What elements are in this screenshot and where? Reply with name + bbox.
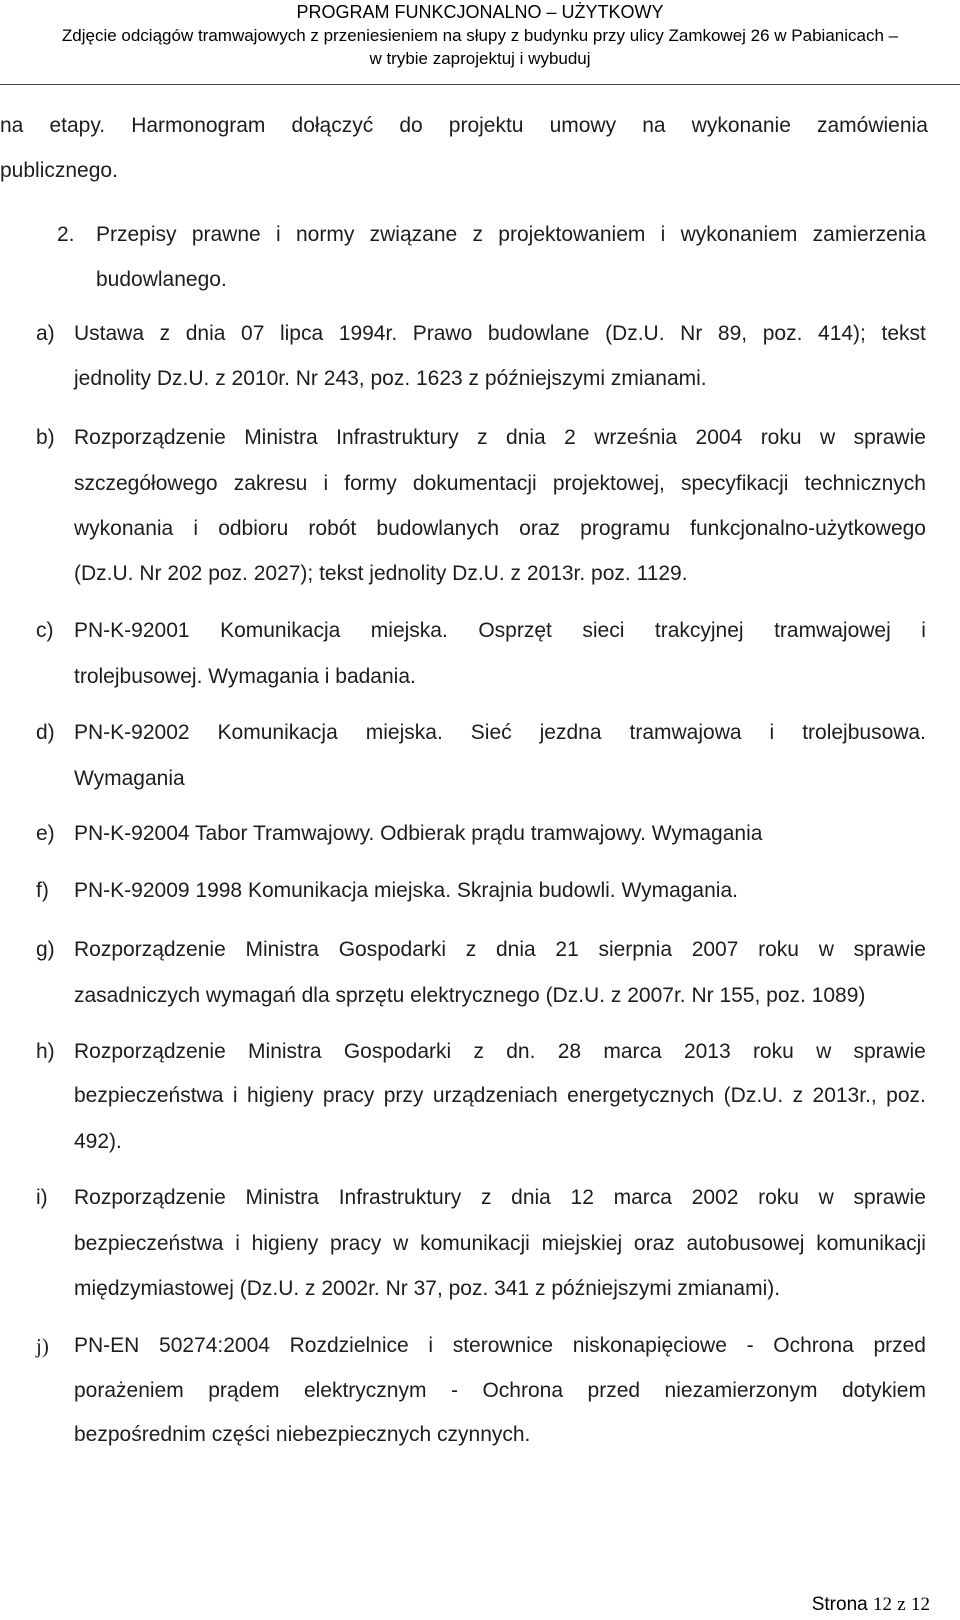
- word: trakcyjnej: [654, 619, 744, 642]
- list-item-j-line-1: [74, 1333, 926, 1359]
- list-item-f-line-1: PN-K-92009 1998 Komunikacja miejska. Skrajnia budowli. Wymagania.: [74, 879, 738, 902]
- word: Rozporządzenie: [74, 1186, 226, 1209]
- word: Komunikacja: [220, 619, 341, 642]
- word: 50274:2004: [159, 1334, 270, 1357]
- list-item-h-line-1: [74, 1039, 926, 1065]
- word: prawne: [191, 223, 261, 246]
- word: normy: [295, 223, 355, 246]
- page-of-separator: z: [897, 1594, 906, 1615]
- word: umowy: [549, 114, 617, 137]
- word: lipca: [279, 322, 324, 345]
- word: zamówienia: [816, 114, 928, 137]
- word: Ochrona: [482, 1379, 564, 1402]
- current-page: 12: [873, 1594, 892, 1615]
- list-item-c-line-1: [74, 618, 926, 644]
- list-item-a-line-1: [74, 321, 926, 347]
- word: Ministra: [245, 938, 319, 961]
- word: roku: [758, 1186, 799, 1209]
- word: -: [746, 1334, 754, 1357]
- word: Ochrona: [773, 1334, 854, 1357]
- word: pracy: [322, 1084, 375, 1107]
- list-item-b-line-4: (Dz.U. Nr 202 poz. 2027); tekst jednolity Dz.U. z 2013r. poz. 1129.: [74, 562, 688, 585]
- word: 07: [241, 322, 265, 345]
- word: Ministra: [245, 1186, 319, 1209]
- list-item-b-line-3: [74, 516, 926, 542]
- section-number: 2.: [57, 223, 75, 246]
- word: roku: [760, 426, 802, 449]
- word: i: [660, 223, 666, 246]
- word: sierpnia: [598, 938, 672, 961]
- list-item-b-line-1: [74, 425, 926, 451]
- list-label-a: a): [36, 322, 55, 345]
- word: porażeniem: [74, 1379, 184, 1402]
- list-item-h-line-3: 492).: [74, 1130, 122, 1153]
- word: elektrycznym: [303, 1379, 427, 1402]
- word: tekst: [881, 322, 926, 345]
- word: Harmonogram: [131, 114, 266, 137]
- word: Sieć: [470, 721, 512, 744]
- list-item-b-line-2: [74, 471, 926, 497]
- word: i: [193, 517, 199, 540]
- list-label-f: f): [36, 879, 49, 902]
- list-label-i: i): [36, 1186, 48, 1209]
- word: Ustawa: [74, 322, 145, 345]
- word: sprawie: [853, 1186, 926, 1209]
- word: szczegółowego: [74, 472, 218, 495]
- word: Przepisy: [96, 223, 177, 246]
- word: Prawo: [412, 322, 473, 345]
- word: dn.: [506, 1040, 536, 1063]
- word: niskonapięciowe: [572, 1334, 727, 1357]
- list-item-g-line-2: zasadniczych wymagań dla sprzętu elektrycznego (Dz.U. z 2007r. Nr 155, poz. 1089): [74, 984, 866, 1007]
- list-label-c: c): [36, 619, 54, 642]
- word: Nr: [680, 322, 703, 345]
- page-label: Strona: [811, 1594, 868, 1615]
- section-title-line-1: [96, 222, 926, 248]
- word: miejska.: [370, 619, 448, 642]
- word: Gospodarki: [338, 938, 447, 961]
- word: poz.: [762, 322, 803, 345]
- list-item-i-line-2: [74, 1231, 926, 1257]
- word: sieci: [582, 619, 625, 642]
- word: w: [818, 938, 834, 961]
- word: wykonania: [74, 517, 174, 540]
- page-header: [0, 0, 960, 70]
- word: Rozporządzenie: [74, 1040, 226, 1063]
- word: i: [276, 223, 281, 246]
- word: dołączyć: [291, 114, 374, 137]
- word: Osprzęt: [478, 619, 552, 642]
- word: z: [792, 1084, 804, 1107]
- list-item-e-line-1: PN-K-92004 Tabor Tramwajowy. Odbierak prądu tramwajowy. Wymagania: [74, 822, 763, 845]
- word: 2013r.,: [812, 1084, 877, 1107]
- word: etapy.: [49, 114, 106, 137]
- word: w: [819, 426, 836, 449]
- total-pages: 12: [911, 1594, 930, 1615]
- word: higieny: [246, 1084, 314, 1107]
- word: i: [921, 619, 926, 642]
- list-label-e: e): [36, 822, 55, 845]
- word: trolejbusowa.: [802, 721, 926, 744]
- word: budowlane: [487, 322, 590, 345]
- word: 414);: [818, 322, 866, 345]
- word: specyfikacji: [681, 472, 789, 495]
- list-item-i-line-3: międzymiastowej (Dz.U. z 2002r. Nr 37, poz. 341 z późniejszymi zmianami).: [74, 1277, 781, 1300]
- list-item-j-line-2: [74, 1378, 926, 1404]
- word: Ministra: [248, 1040, 322, 1063]
- word: przed: [587, 1379, 641, 1402]
- page-number: [812, 1593, 930, 1617]
- word: marca: [613, 1186, 672, 1209]
- word: bezpieczeństwa: [74, 1084, 224, 1107]
- word: jezdna: [539, 721, 602, 744]
- word: projektowaniem: [498, 223, 646, 246]
- word: Rozporządzenie: [74, 938, 226, 961]
- word: miejskiej: [541, 1232, 623, 1255]
- list-item-i-line-1: [74, 1185, 926, 1211]
- word: 2004: [695, 426, 743, 449]
- word: z: [477, 426, 488, 449]
- word: dnia: [506, 426, 546, 449]
- word: 2002: [691, 1186, 739, 1209]
- word: z: [159, 322, 171, 345]
- word: do: [399, 114, 423, 137]
- word: z: [480, 1186, 492, 1209]
- section-title-line-2: budowlanego.: [96, 268, 227, 291]
- word: i: [232, 1084, 238, 1107]
- word: (Dz.U.: [605, 322, 665, 345]
- word: z: [465, 938, 477, 961]
- word: wykonanie: [691, 114, 791, 137]
- word: wykonaniem: [680, 223, 798, 246]
- list-item-c-line-2: trolejbusowej. Wymagania i badania.: [74, 665, 416, 688]
- word: zamierzenia: [812, 223, 926, 246]
- word: sprawie: [853, 426, 926, 449]
- word: tramwajowej: [774, 619, 891, 642]
- word: oraz: [633, 1232, 675, 1255]
- word: Rozporządzenie: [74, 426, 226, 449]
- word: pracy: [330, 1232, 382, 1255]
- word: oraz: [519, 517, 560, 540]
- word: technicznych: [804, 472, 926, 495]
- word: sprawie: [853, 938, 926, 961]
- word: dotykiem: [841, 1379, 926, 1402]
- list-label-g: g): [36, 938, 55, 961]
- word: prądem: [208, 1379, 280, 1402]
- word: 2007: [691, 938, 739, 961]
- word: urządzeniach: [432, 1084, 558, 1107]
- word: i: [769, 721, 775, 744]
- intro-line-1: [0, 113, 928, 139]
- word: odbioru: [218, 517, 289, 540]
- word: -: [450, 1379, 458, 1402]
- list-item-a-line-2: jednolity Dz.U. z 2010r. Nr 243, poz. 1623 z późniejszymi zmianami.: [74, 367, 707, 390]
- word: bezpieczeństwa: [74, 1232, 224, 1255]
- word: tramwajowa: [629, 721, 742, 744]
- word: Infrastruktury: [338, 1186, 462, 1209]
- word: w: [816, 1040, 832, 1063]
- word: PN-K-92002: [74, 721, 190, 744]
- word: (Dz.U.: [723, 1084, 784, 1107]
- word: przy: [383, 1084, 424, 1107]
- word: w: [818, 1186, 834, 1209]
- list-item-j-line-3: bezpośrednim części niebezpiecznych czynnych.: [74, 1423, 531, 1446]
- word: 28: [557, 1040, 582, 1063]
- list-item-d-line-2: Wymagania: [74, 767, 185, 790]
- word: robót: [308, 517, 357, 540]
- word: projektowej,: [552, 472, 665, 495]
- word: dnia: [511, 1186, 551, 1209]
- word: zakresu: [233, 472, 308, 495]
- word: roku: [752, 1040, 794, 1063]
- word: i: [428, 1334, 434, 1357]
- list-label-j: j): [36, 1334, 49, 1358]
- word: 21: [555, 938, 579, 961]
- word: komunikacji: [420, 1232, 530, 1255]
- word: projektu: [448, 114, 524, 137]
- document-title: PROGRAM FUNKCJONALNO – UŻYTKOWY: [296, 2, 664, 22]
- word: komunikacji: [816, 1232, 926, 1255]
- word: Rozdzielnice: [289, 1334, 409, 1357]
- word: higieny: [251, 1232, 319, 1255]
- word: PN-EN: [74, 1334, 140, 1357]
- word: dnia: [185, 322, 226, 345]
- word: funkcjonalno-użytkowego: [690, 517, 926, 540]
- word: na: [0, 114, 24, 137]
- word: dokumentacji: [412, 472, 537, 495]
- word: 89,: [717, 322, 748, 345]
- word: autobusowej: [686, 1232, 805, 1255]
- word: Komunikacja: [217, 721, 338, 744]
- word: z: [473, 1040, 484, 1063]
- word: 2: [564, 426, 576, 449]
- word: przed: [873, 1334, 926, 1357]
- word: na: [642, 114, 666, 137]
- word: Infrastruktury: [336, 426, 459, 449]
- list-item-g-line-1: [74, 937, 926, 963]
- word: związane: [369, 223, 458, 246]
- word: marca: [603, 1040, 662, 1063]
- word: PN-K-92001: [74, 619, 190, 642]
- word: Gospodarki: [343, 1040, 452, 1063]
- list-label-d: d): [36, 721, 55, 744]
- list-item-h-line-2: [74, 1083, 926, 1109]
- document-subtitle: Zdjęcie odciągów tramwajowych z przeniesieniem na słupy z budynku przy ulicy Zamkowej 26 w Pabianicach –: [61, 26, 899, 45]
- word: w: [393, 1232, 409, 1255]
- word: poz.: [886, 1084, 926, 1107]
- word: 1994r.: [338, 322, 398, 345]
- word: z: [472, 223, 483, 246]
- list-label-b: b): [36, 426, 55, 449]
- word: energetycznych: [567, 1084, 715, 1107]
- word: 12: [570, 1186, 594, 1209]
- word: programu: [580, 517, 671, 540]
- word: września: [594, 426, 678, 449]
- word: dnia: [495, 938, 536, 961]
- word: budowlanych: [376, 517, 499, 540]
- word: i: [235, 1232, 240, 1255]
- word: miejska.: [365, 721, 443, 744]
- list-item-d-line-1: [74, 720, 926, 746]
- intro-line-2: publicznego.: [0, 159, 118, 182]
- word: Ministra: [244, 426, 318, 449]
- list-label-h: h): [36, 1040, 55, 1063]
- header-divider: [0, 84, 960, 85]
- word: sterownice: [452, 1334, 554, 1357]
- document-subtitle-2: w trybie zaprojektuj i wybuduj: [369, 49, 591, 68]
- word: niezamierzonym: [664, 1379, 818, 1402]
- word: 2013: [683, 1040, 731, 1063]
- word: formy: [344, 472, 397, 495]
- word: i: [323, 472, 329, 495]
- word: roku: [758, 938, 799, 961]
- word: sprawie: [853, 1040, 926, 1063]
